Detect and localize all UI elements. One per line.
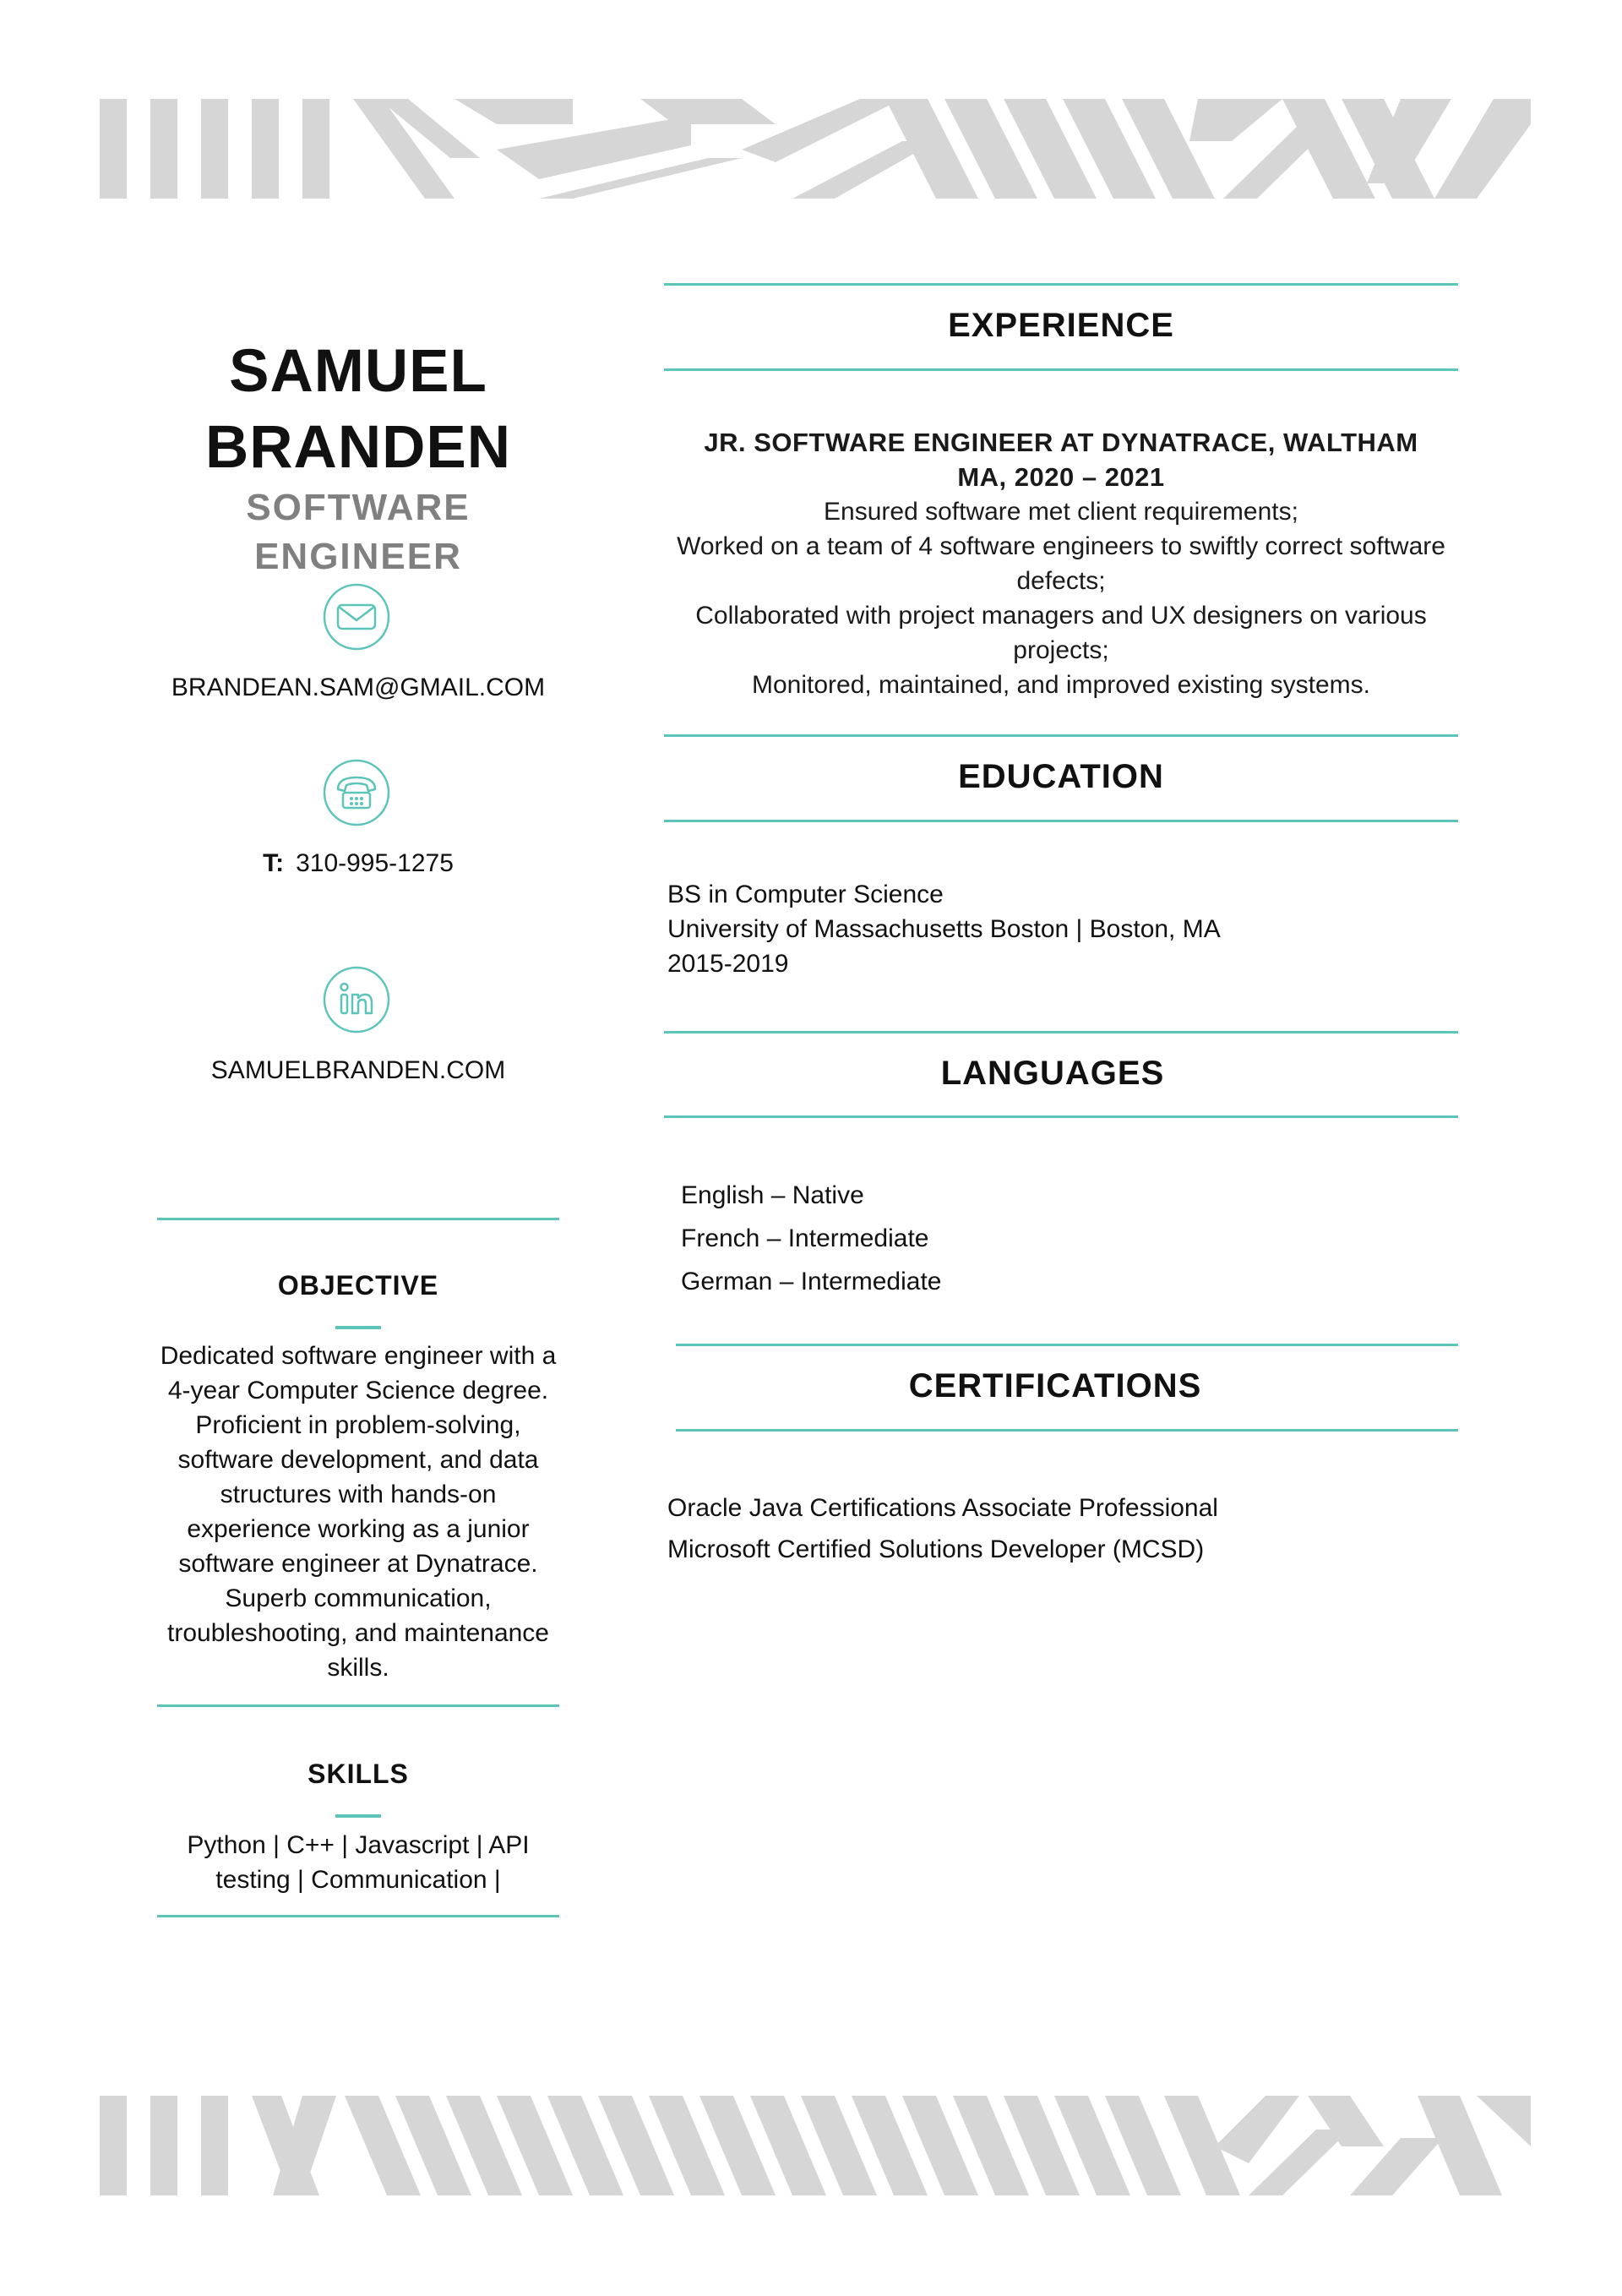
- candidate-name: [157, 334, 559, 486]
- certifications-bottom-divider: [676, 1429, 1458, 1432]
- job-duty-line: projects;: [1013, 636, 1109, 664]
- skills-bottom-divider: [157, 1915, 559, 1917]
- job-duty-line: Ensured software met client requirements;: [824, 498, 1298, 526]
- experience-top-divider: [664, 283, 1458, 286]
- job-duty-line: Worked on a team of 4 software engineers to swiftly correct software: [677, 532, 1445, 560]
- phone-label: T:: [263, 849, 285, 877]
- certification-item: Oracle Java Certifications Associate Professional: [667, 1494, 1218, 1522]
- languages-heading: LANGUAGES: [940, 1055, 1165, 1092]
- objective-line: software development, and data: [177, 1446, 539, 1474]
- language-item: English – Native: [681, 1181, 864, 1209]
- objective-line: skills.: [327, 1654, 389, 1682]
- name-line-2: BRANDEN: [205, 414, 511, 481]
- objective-top-divider: [157, 1218, 559, 1220]
- experience-bottom-divider: [664, 368, 1458, 371]
- title-line-2: ENGINEER: [254, 536, 462, 577]
- job-title-line-2: MA, 2020 – 2021: [957, 462, 1165, 492]
- job-title-line-1: JR. SOFTWARE ENGINEER AT DYNATRACE, WALTHAM: [704, 428, 1418, 457]
- certifications-list: [667, 1487, 1218, 1570]
- education-heading: EDUCATION: [958, 758, 1164, 795]
- certification-item: Microsoft Certified Solutions Developer (MCSD): [667, 1535, 1205, 1563]
- skills-heading: SKILLS: [308, 1759, 409, 1789]
- envelope-icon: [323, 583, 390, 651]
- job-duty-line: Collaborated with project managers and UX designers on various: [695, 602, 1427, 630]
- education-years: 2015-2019: [667, 950, 789, 978]
- objective-text: [149, 1339, 568, 1685]
- objective-line: Superb communication,: [225, 1584, 492, 1612]
- language-item: French – Intermediate: [681, 1224, 929, 1252]
- objective-line: software engineer at Dynatrace.: [178, 1550, 538, 1578]
- job-duty-line: defects;: [1016, 567, 1106, 595]
- objective-bottom-divider: [157, 1704, 559, 1707]
- objective-heading-underline: [335, 1326, 381, 1329]
- title-line-1: SOFTWARE: [246, 487, 471, 528]
- skills-heading-underline: [335, 1814, 381, 1818]
- languages-top-divider: [664, 1031, 1458, 1033]
- education-school: University of Massachusetts Boston | Boston, MA: [667, 915, 1221, 943]
- phone-line: [157, 849, 559, 878]
- top-decorative-band: [100, 99, 1531, 199]
- education-top-divider: [664, 734, 1458, 737]
- experience-entry: [664, 425, 1458, 702]
- objective-line: structures with hands-on: [220, 1481, 497, 1508]
- objective-heading: OBJECTIVE: [277, 1270, 439, 1301]
- language-item: German – Intermediate: [681, 1268, 942, 1295]
- certifications-heading: CERTIFICATIONS: [908, 1367, 1202, 1404]
- experience-heading: EXPERIENCE: [948, 307, 1174, 344]
- objective-line: experience working as a junior: [187, 1515, 530, 1543]
- phone-number[interactable]: 310-995-1275: [296, 849, 454, 877]
- languages-list: [681, 1174, 941, 1303]
- linkedin-icon: [323, 966, 390, 1033]
- name-line-1: SAMUEL: [229, 338, 487, 405]
- education-degree: BS in Computer Science: [667, 881, 944, 908]
- objective-line: troubleshooting, and maintenance: [167, 1619, 549, 1647]
- education-details: [667, 877, 1221, 981]
- job-title: [157, 483, 559, 581]
- website-text[interactable]: SAMUELBRANDEN.COM: [210, 1056, 506, 1084]
- job-duty-line: Monitored, maintained, and improved existing systems.: [751, 671, 1370, 699]
- skills-line: Python | C++ | Javascript | API: [187, 1831, 530, 1859]
- certifications-top-divider: [676, 1344, 1458, 1346]
- skills-line: testing | Communication |: [215, 1866, 501, 1894]
- bottom-decorative-band: [100, 2096, 1531, 2195]
- objective-line: Proficient in problem-solving,: [195, 1411, 521, 1439]
- telephone-icon: [323, 759, 390, 826]
- education-bottom-divider: [664, 820, 1458, 822]
- objective-line: Dedicated software engineer with a: [160, 1342, 557, 1370]
- email-text[interactable]: BRANDEAN.SAM@GMAIL.COM: [171, 674, 546, 701]
- languages-bottom-divider: [664, 1115, 1458, 1118]
- skills-text: [157, 1828, 559, 1897]
- objective-line: 4-year Computer Science degree.: [167, 1377, 549, 1404]
